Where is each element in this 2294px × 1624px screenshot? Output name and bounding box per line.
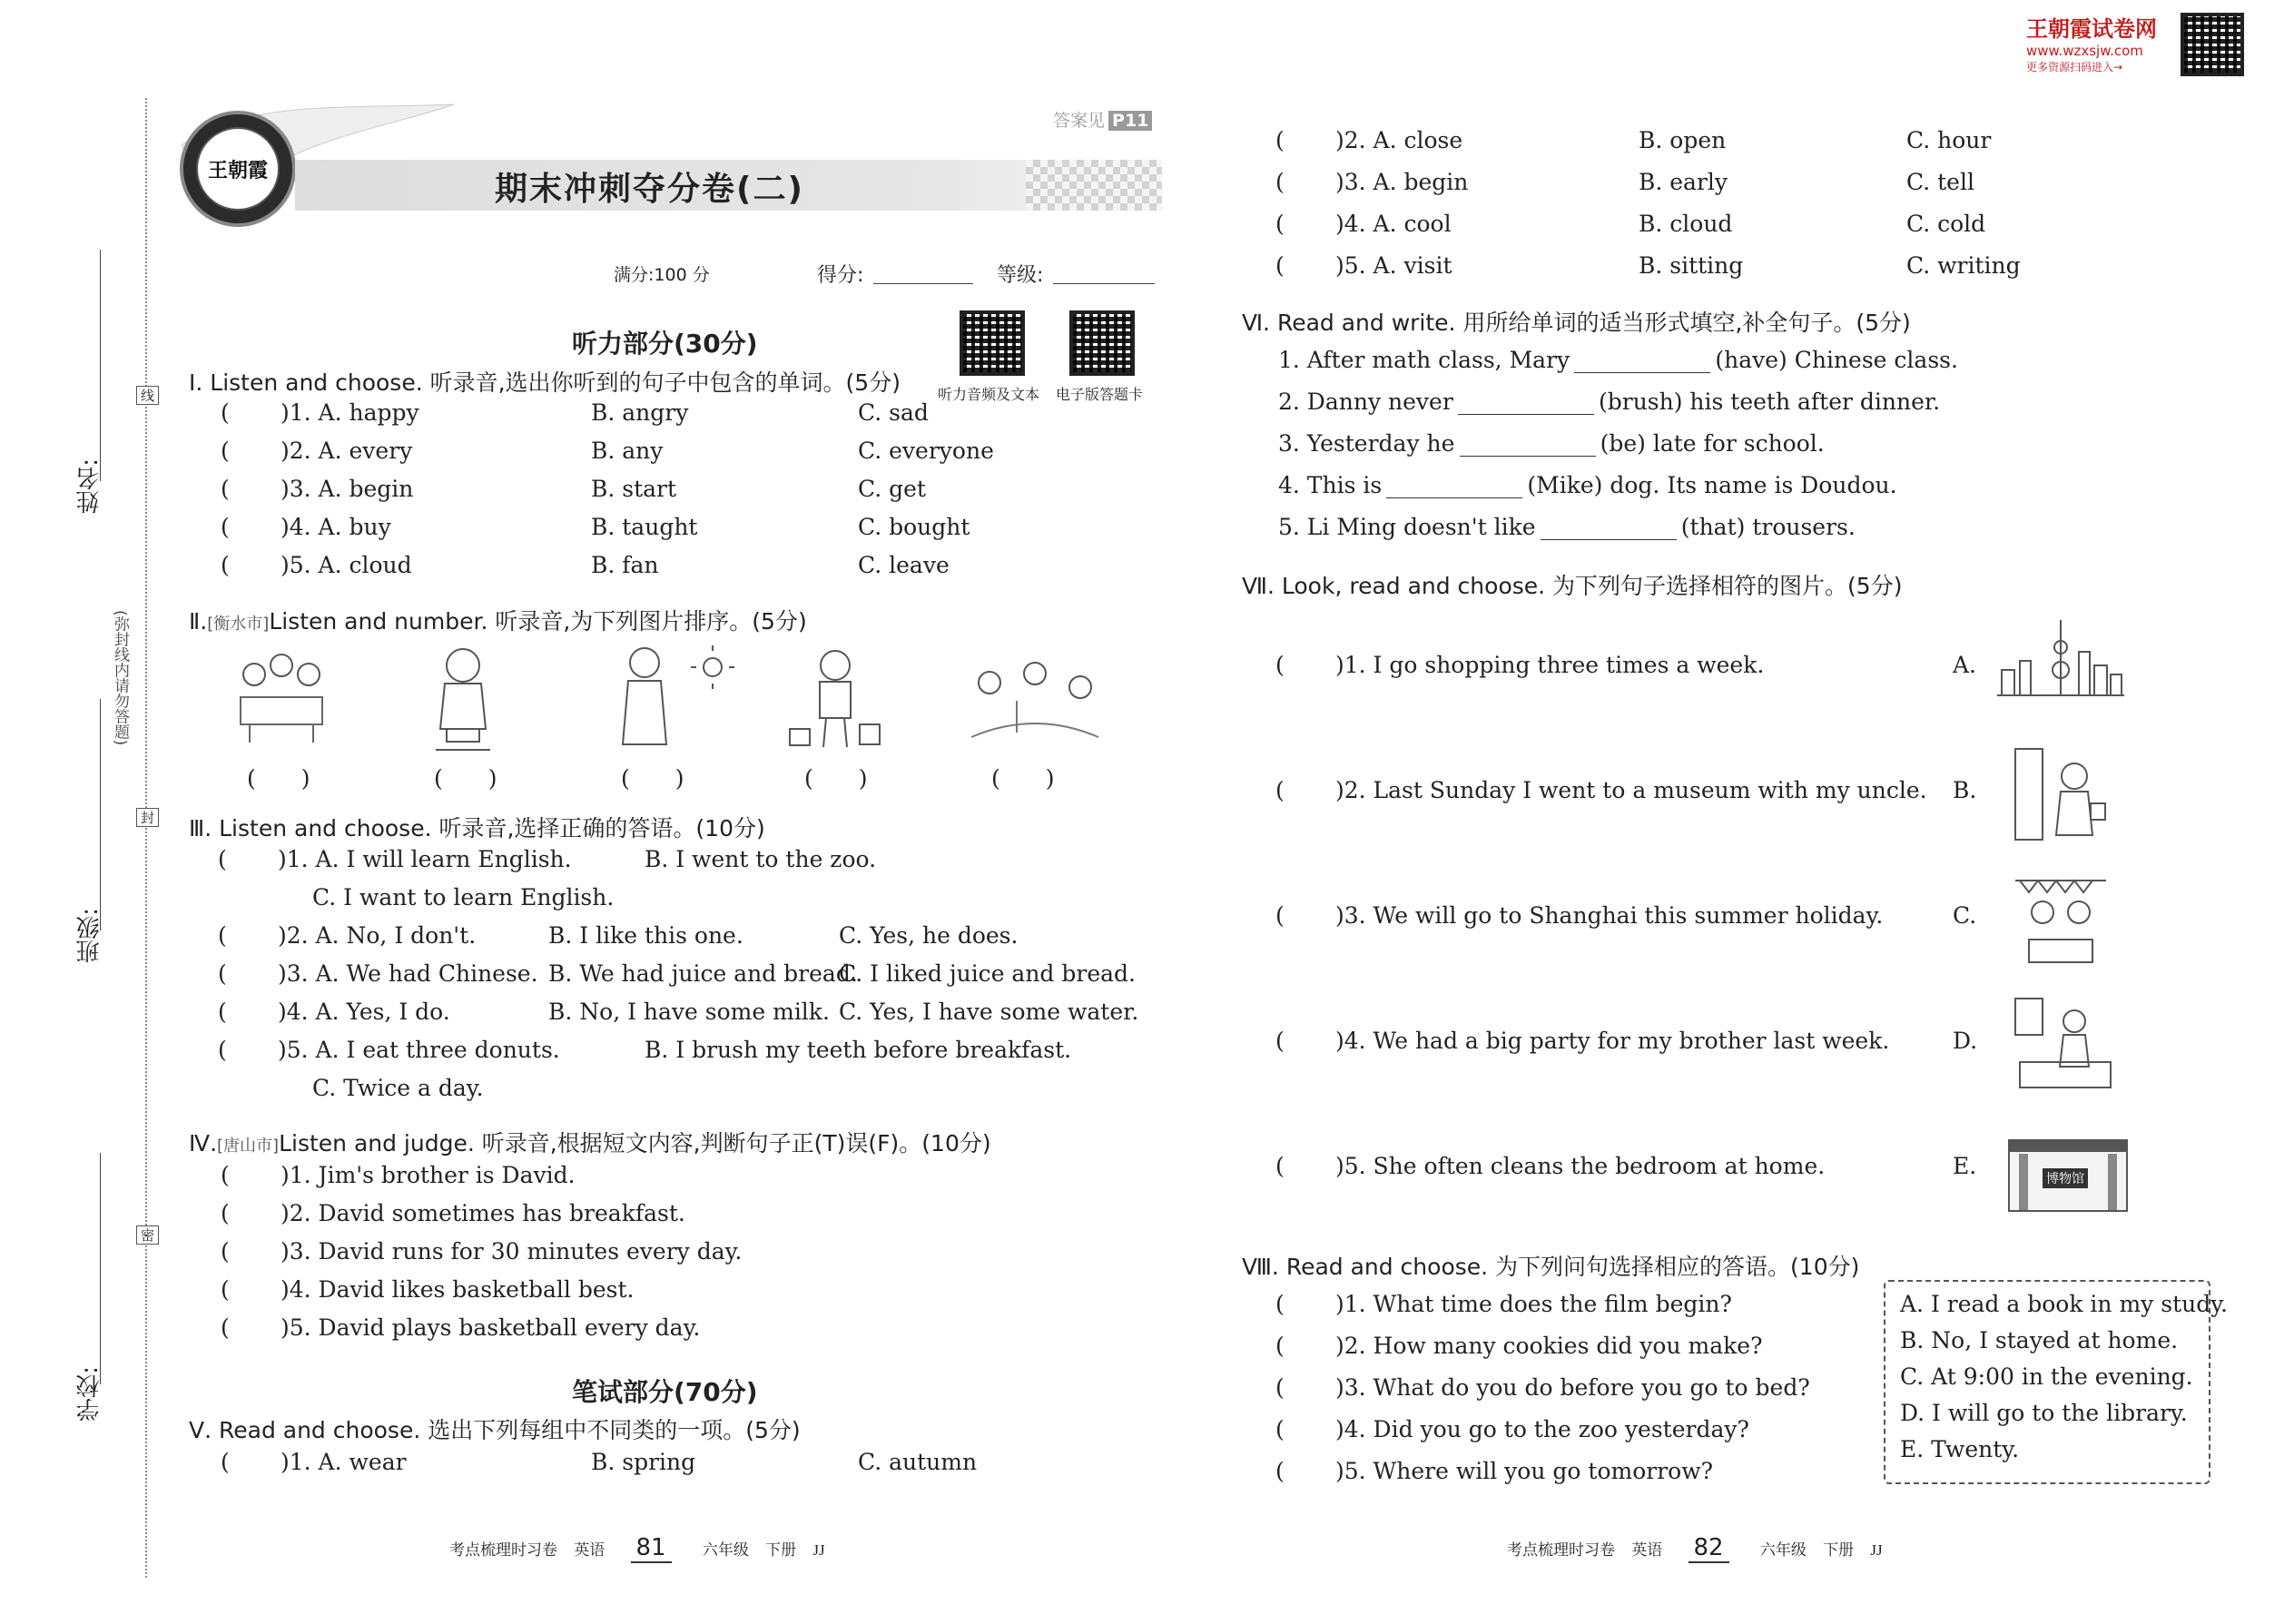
logo-badge bbox=[180, 111, 296, 227]
sec4-region: [唐山市] bbox=[217, 1137, 280, 1156]
card-qr-icon[interactable] bbox=[1069, 310, 1135, 376]
fill-post: (that) trousers. bbox=[1680, 514, 1856, 540]
sec4-list bbox=[221, 1162, 1038, 1362]
option-a: )3. A. begin bbox=[1335, 169, 1469, 195]
sec6-item-2 bbox=[1278, 389, 1940, 415]
q4-a: )4. A. Yes, I do. bbox=[278, 999, 450, 1025]
sec2-bracket-1[interactable]: ( ) bbox=[247, 765, 310, 792]
fill-pre: 2. Danny never bbox=[1278, 389, 1453, 415]
grade-blank[interactable] bbox=[1053, 283, 1155, 284]
option-c: C. tell bbox=[1906, 169, 1974, 195]
sec3-list bbox=[218, 846, 1139, 1109]
title-checker bbox=[1026, 160, 1162, 211]
q2-c: C. Yes, he does. bbox=[839, 922, 1019, 949]
picture-item: )3. We will go to Shanghai this summer holiday. bbox=[1335, 902, 1884, 929]
answer-paren[interactable]: ( bbox=[218, 999, 227, 1025]
picture-item: )4. We had a big party for my brother last week. bbox=[1335, 1028, 1890, 1054]
footer-page-number: 81 bbox=[631, 1534, 672, 1563]
option-b: B. start bbox=[591, 476, 677, 502]
sec7-title: Ⅶ. Look, read and choose. 为下列句子选择相符的图片。(5分) bbox=[1242, 573, 1903, 599]
q4-b: B. No, I have some milk. bbox=[548, 999, 830, 1025]
answer-ref-prefix: 答案见 bbox=[1053, 111, 1106, 131]
museum-sign: 博物馆 bbox=[2043, 1168, 2088, 1188]
picture-museum bbox=[2008, 1139, 2128, 1212]
logo-inner bbox=[196, 127, 280, 211]
footer-series: 考点梳理时习卷 bbox=[1507, 1541, 1615, 1559]
option-a: )1. A. wear bbox=[281, 1449, 407, 1475]
q5-b: B. I brush my teeth before breakfast. bbox=[645, 1037, 1072, 1063]
answer-paren[interactable]: ( bbox=[221, 1314, 230, 1341]
answer-options-box bbox=[1884, 1280, 2228, 1484]
option-b: B. early bbox=[1639, 169, 1728, 195]
picture-girl-cake bbox=[427, 643, 499, 756]
answer-paren[interactable]: ( bbox=[1275, 1416, 1285, 1442]
sec1-title: Ⅰ. Listen and choose. 听录音,选出你听到的句子中包含的单词。(5分) bbox=[189, 369, 901, 396]
option-c: C. get bbox=[858, 476, 926, 502]
picture-item: )2. Last Sunday I went to a museum with my uncle. bbox=[1335, 777, 1927, 803]
footer-term: 下册 bbox=[765, 1541, 797, 1559]
museum-pillar bbox=[2108, 1154, 2117, 1210]
side-class-label: 班级: bbox=[76, 908, 103, 963]
picture-letter: E. bbox=[1953, 1153, 1977, 1179]
q2-a: )2. A. No, I don't. bbox=[278, 922, 477, 949]
picture-family-dinner bbox=[227, 643, 336, 752]
picture-letter: C. bbox=[1953, 902, 1977, 929]
sec2-bracket-3[interactable]: ( ) bbox=[621, 765, 684, 792]
option-b: B. angry bbox=[591, 399, 689, 426]
sec2-title bbox=[189, 604, 807, 636]
answer-paren[interactable]: ( bbox=[221, 1449, 230, 1475]
footer-grade: 六年级 bbox=[1759, 1541, 1807, 1559]
option-b: B. fan bbox=[591, 552, 659, 578]
footer-subject: 英语 bbox=[1631, 1541, 1663, 1559]
judge-item: )2. David sometimes has breakfast. bbox=[281, 1200, 685, 1226]
judge-item: )3. David runs for 30 minutes every day. bbox=[281, 1238, 743, 1265]
side-mark-2: 封 bbox=[136, 808, 159, 827]
qr-caption-card: 电子版答题卡 bbox=[1056, 388, 1144, 403]
answer-paren[interactable]: ( bbox=[218, 1037, 227, 1063]
answer-paren[interactable]: ( bbox=[1275, 1153, 1285, 1179]
brand-tagline: 更多资源扫码进入→ bbox=[2026, 61, 2123, 74]
logo-text: 王朝霞 bbox=[207, 158, 268, 182]
answer-paren[interactable]: ( bbox=[1275, 902, 1285, 929]
writing-heading: 笔试部分(70分) bbox=[572, 1377, 758, 1407]
side-class-line bbox=[100, 699, 101, 930]
answer-option: E. Twenty. bbox=[1900, 1436, 2020, 1462]
answer-paren[interactable]: ( bbox=[1275, 252, 1285, 279]
fill-pre: 3. Yesterday he bbox=[1278, 430, 1455, 457]
q5-a: )5. A. I eat three donuts. bbox=[278, 1037, 560, 1063]
sec7-list bbox=[1275, 652, 1984, 1178]
sec4-prefix: Ⅳ. bbox=[189, 1130, 218, 1156]
picture-letter: B. bbox=[1953, 777, 1977, 803]
picture-letter: D. bbox=[1953, 1028, 1978, 1054]
footer-grade: 六年级 bbox=[702, 1541, 749, 1559]
page-title: 期末冲刺夺分卷(二) bbox=[495, 171, 804, 208]
option-c: C. cold bbox=[1906, 211, 1986, 237]
q3-a: )3. A. We had Chinese. bbox=[278, 960, 538, 987]
footer-left bbox=[449, 1534, 825, 1561]
answer-paren[interactable]: ( bbox=[221, 552, 230, 578]
answer-paren[interactable]: ( bbox=[218, 922, 227, 949]
score-label: 得分: bbox=[817, 264, 864, 287]
q1-a: )1. A. I will learn English. bbox=[278, 846, 572, 872]
sec6-item-1 bbox=[1278, 347, 1958, 373]
brand-name: 王朝霞试卷网 bbox=[2026, 16, 2157, 42]
option-b: B. any bbox=[591, 438, 664, 464]
sec5-row-1 bbox=[221, 1449, 1038, 1485]
question-item: )2. How many cookies did you make? bbox=[1335, 1333, 1763, 1359]
footer-subject: 英语 bbox=[574, 1541, 605, 1559]
sec8-list bbox=[1275, 1291, 1856, 1484]
fill-blank[interactable] bbox=[1386, 477, 1522, 498]
museum-pillar bbox=[2019, 1154, 2028, 1210]
footer-ver: JJ bbox=[812, 1541, 825, 1559]
fill-blank[interactable] bbox=[1574, 352, 1710, 373]
option-c: C. hour bbox=[1906, 127, 1992, 153]
fill-post: (be) late for school. bbox=[1600, 430, 1825, 457]
q5-c: C. Twice a day. bbox=[312, 1075, 484, 1101]
sec5-rows-2-5 bbox=[1275, 127, 2092, 281]
answer-paren[interactable]: ( bbox=[1275, 1458, 1285, 1484]
option-b: B. cloud bbox=[1639, 211, 1733, 237]
picture-party bbox=[2011, 867, 2111, 976]
fill-blank[interactable] bbox=[1541, 519, 1677, 540]
question-item: )1. What time does the film begin? bbox=[1335, 1291, 1732, 1317]
sec8-title: Ⅷ. Read and choose. 为下列问句选择相应的答语。(10分) bbox=[1242, 1254, 1860, 1280]
picture-girl-sun bbox=[608, 640, 735, 753]
answer-paren[interactable]: ( bbox=[218, 960, 227, 987]
answer-paren[interactable]: ( bbox=[1275, 169, 1285, 195]
judge-item: )4. David likes basketball best. bbox=[281, 1276, 635, 1303]
picture-shopping-girl bbox=[2011, 744, 2111, 846]
sec6-item-5 bbox=[1278, 514, 1856, 540]
answer-paren[interactable]: ( bbox=[1275, 777, 1285, 803]
option-a: )4. A. buy bbox=[281, 514, 391, 540]
brand-qr-icon[interactable] bbox=[2181, 13, 2244, 76]
sec4-title bbox=[189, 1126, 991, 1158]
option-b: B. sitting bbox=[1639, 252, 1744, 279]
listening-heading: 听力部分(30分) bbox=[572, 329, 758, 359]
option-a: )5. A. visit bbox=[1335, 252, 1452, 279]
sec2-region: [衡水市] bbox=[207, 615, 270, 634]
brand-url[interactable]: www.wzxsjw.com bbox=[2026, 43, 2143, 59]
q1-c: C. I want to learn English. bbox=[312, 884, 615, 910]
museum-roof bbox=[2008, 1139, 2128, 1152]
fill-blank[interactable] bbox=[1460, 436, 1596, 457]
footer-ver: JJ bbox=[1870, 1541, 1883, 1559]
fill-pre: 1. After math class, Mary bbox=[1278, 347, 1570, 373]
picture-city-skyline bbox=[1993, 615, 2129, 702]
binding-line bbox=[145, 98, 147, 1578]
picture-boy-toys bbox=[785, 643, 885, 753]
sec4-rest: Listen and judge. 听录音,根据短文内容,判断句子正(T)误(F)。(10分) bbox=[279, 1130, 991, 1156]
answer-option: D. I will go to the library. bbox=[1900, 1400, 2188, 1426]
option-c: C. writing bbox=[1906, 252, 2021, 279]
answer-paren[interactable]: ( bbox=[1275, 211, 1285, 237]
side-school-line bbox=[100, 1153, 101, 1384]
picture-kids-park bbox=[962, 646, 1108, 753]
answer-paren[interactable]: ( bbox=[1275, 1333, 1285, 1359]
sec2-prefix: Ⅱ. bbox=[189, 608, 208, 635]
sec5-title: Ⅴ. Read and choose. 选出下列每组中不同类的一项。(5分) bbox=[189, 1417, 801, 1443]
answer-paren[interactable]: ( bbox=[221, 1200, 230, 1226]
option-c: C. bought bbox=[858, 514, 970, 540]
option-a: )1. A. happy bbox=[281, 399, 419, 426]
fill-blank[interactable] bbox=[1458, 394, 1594, 415]
side-mark-3: 密 bbox=[136, 1225, 159, 1245]
fill-pre: 4. This is bbox=[1278, 472, 1383, 498]
option-a: )5. A. cloud bbox=[281, 552, 412, 578]
q4-c: C. Yes, I have some water. bbox=[839, 999, 1139, 1025]
option-a: )2. A. close bbox=[1335, 127, 1463, 153]
option-b: B. open bbox=[1639, 127, 1727, 153]
score-full: 满分:100 分 bbox=[614, 265, 710, 285]
answer-paren[interactable]: ( bbox=[1275, 1291, 1285, 1317]
answer-option: C. At 9:00 in the evening. bbox=[1900, 1363, 2193, 1390]
answer-paren[interactable]: ( bbox=[1275, 652, 1285, 678]
picture-letter: A. bbox=[1953, 652, 1977, 678]
answer-ref-page: P11 bbox=[1108, 111, 1152, 131]
picture-bedroom-cleaning bbox=[2011, 994, 2120, 1096]
side-school-label: 学校: bbox=[76, 1366, 103, 1422]
footer-right bbox=[1507, 1534, 1883, 1561]
footer-term: 下册 bbox=[1823, 1541, 1855, 1559]
picture-item: )5. She often cleans the bedroom at home. bbox=[1335, 1153, 1826, 1179]
option-b: B. spring bbox=[591, 1449, 696, 1475]
brand-block bbox=[2026, 11, 2157, 74]
option-c: C. sad bbox=[858, 399, 929, 426]
option-c: C. everyone bbox=[858, 438, 994, 464]
answer-paren[interactable]: ( bbox=[221, 1162, 230, 1188]
judge-item: )5. David plays basketball every day. bbox=[281, 1314, 701, 1341]
option-c: C. autumn bbox=[858, 1449, 978, 1475]
option-a: )3. A. begin bbox=[281, 476, 414, 502]
question-item: )4. Did you go to the zoo yesterday? bbox=[1335, 1416, 1749, 1442]
sec3-title: Ⅲ. Listen and choose. 听录音,选择正确的答语。(10分) bbox=[189, 815, 765, 842]
question-item: )3. What do you do before you go to bed? bbox=[1335, 1374, 1810, 1401]
sec6-title: Ⅵ. Read and write. 用所给单词的适当形式填空,补全句子。(5分) bbox=[1242, 310, 1911, 336]
q1-b: B. I went to the zoo. bbox=[645, 846, 877, 872]
side-mark-1: 线 bbox=[136, 386, 159, 405]
sec2-bracket-4[interactable]: ( ) bbox=[804, 765, 868, 792]
fill-pre: 5. Li Ming doesn't like bbox=[1278, 514, 1536, 540]
sec2-rest: Listen and number. 听录音,为下列图片排序。(5分) bbox=[269, 608, 807, 635]
option-a: )2. A. every bbox=[281, 438, 413, 464]
audio-qr-icon[interactable] bbox=[960, 310, 1025, 376]
q2-b: B. I like this one. bbox=[548, 922, 743, 949]
answer-ref bbox=[1053, 107, 1152, 132]
option-c: C. leave bbox=[858, 552, 950, 578]
sec6-item-4 bbox=[1278, 472, 1897, 498]
fill-post: (have) Chinese class. bbox=[1715, 347, 1958, 373]
fill-post: (Mike) dog. Its name is Doudou. bbox=[1527, 472, 1897, 498]
footer-series: 考点梳理时习卷 bbox=[449, 1541, 557, 1559]
option-b: B. taught bbox=[591, 514, 698, 540]
option-a: )4. A. cool bbox=[1335, 211, 1452, 237]
answer-paren[interactable]: ( bbox=[221, 476, 230, 502]
q3-c: C. I liked juice and bread. bbox=[839, 960, 1136, 987]
answer-paren[interactable]: ( bbox=[218, 846, 227, 872]
answer-paren[interactable]: ( bbox=[1275, 1028, 1285, 1054]
answer-paren[interactable]: ( bbox=[1275, 127, 1285, 153]
answer-paren[interactable]: ( bbox=[221, 1276, 230, 1303]
grade-label: 等级: bbox=[997, 264, 1044, 287]
answer-paren[interactable]: ( bbox=[1275, 1374, 1285, 1401]
score-blank[interactable] bbox=[873, 283, 973, 284]
answer-paren[interactable]: ( bbox=[221, 514, 230, 540]
answer-option: B. No, I stayed at home. bbox=[1900, 1327, 2179, 1353]
side-seal-note: (弥封线内请勿答题) bbox=[111, 610, 129, 746]
sec2-bracket-2[interactable]: ( ) bbox=[434, 765, 497, 792]
answer-paren[interactable]: ( bbox=[221, 399, 230, 426]
picture-item: )1. I go shopping three times a week. bbox=[1335, 652, 1765, 678]
question-item: )5. Where will you go tomorrow? bbox=[1335, 1458, 1714, 1484]
footer-page-number: 82 bbox=[1689, 1534, 1729, 1563]
judge-item: )1. Jim's brother is David. bbox=[281, 1162, 576, 1188]
side-name-line bbox=[100, 250, 101, 481]
answer-option: A. I read a book in my study. bbox=[1900, 1291, 2228, 1317]
q3-b: B. We had juice and bread. bbox=[548, 960, 858, 987]
side-name-label: 姓名: bbox=[76, 458, 103, 514]
qr-caption-audio: 听力音频及文本 bbox=[938, 388, 1040, 403]
sec6-item-3 bbox=[1278, 430, 1825, 457]
sec2-bracket-5[interactable]: ( ) bbox=[991, 765, 1055, 792]
answer-paren[interactable]: ( bbox=[221, 1238, 230, 1265]
answer-paren[interactable]: ( bbox=[221, 438, 230, 464]
fill-post: (brush) his teeth after dinner. bbox=[1598, 389, 1941, 415]
